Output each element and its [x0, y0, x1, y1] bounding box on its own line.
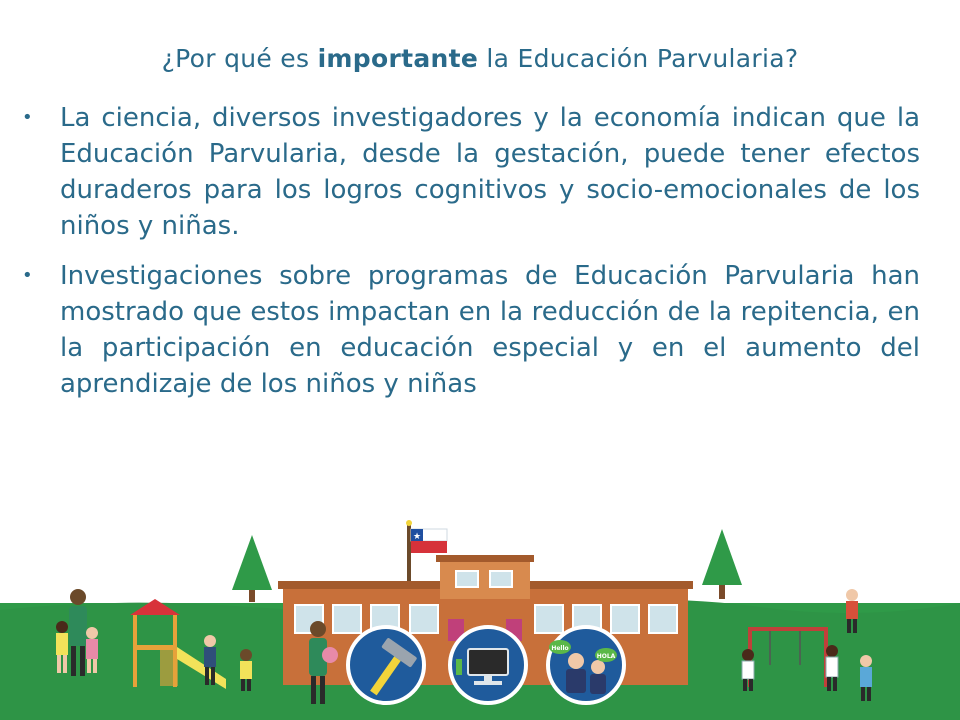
bullet-text: Investigaciones sobre programas de Educación Parvularia han mostrado que estos impactan en la reducción de la repitencia, en la participación en educación especial y en el aumento del aprendizaje de los niños y niñas [60, 261, 920, 399]
title-suffix: la Educación Parvularia? [478, 44, 799, 73]
bullet-text: La ciencia, diversos investigadores y la economía indican que la Educación Parvularia, desde la gestación, puede tener efectos duraderos para los logros cognitivos y socio-emocionales de los niños y niñas. [60, 103, 920, 241]
title-prefix: ¿Por qué es [161, 44, 318, 73]
title-emphasis: importante [317, 44, 479, 73]
svg-text:★: ★ [412, 532, 422, 542]
bullet-icon: • [22, 265, 33, 286]
bullet-item [22, 258, 920, 402]
tree-icon [232, 535, 272, 602]
speech-bubble-hello [549, 640, 571, 654]
bullet-item [22, 100, 920, 244]
people-icon [548, 627, 624, 703]
computer-icon [450, 627, 526, 703]
slide-title [0, 44, 960, 73]
speech-bubble-hola [595, 648, 617, 662]
hammer-icon [348, 627, 424, 703]
tree-icon [702, 529, 742, 599]
bubble-text-hello: Hello [551, 645, 569, 652]
bullet-list [22, 100, 920, 416]
bullet-icon: • [22, 107, 33, 128]
school-illustration [0, 515, 960, 720]
bubble-text-hola: HOLA [596, 653, 616, 660]
